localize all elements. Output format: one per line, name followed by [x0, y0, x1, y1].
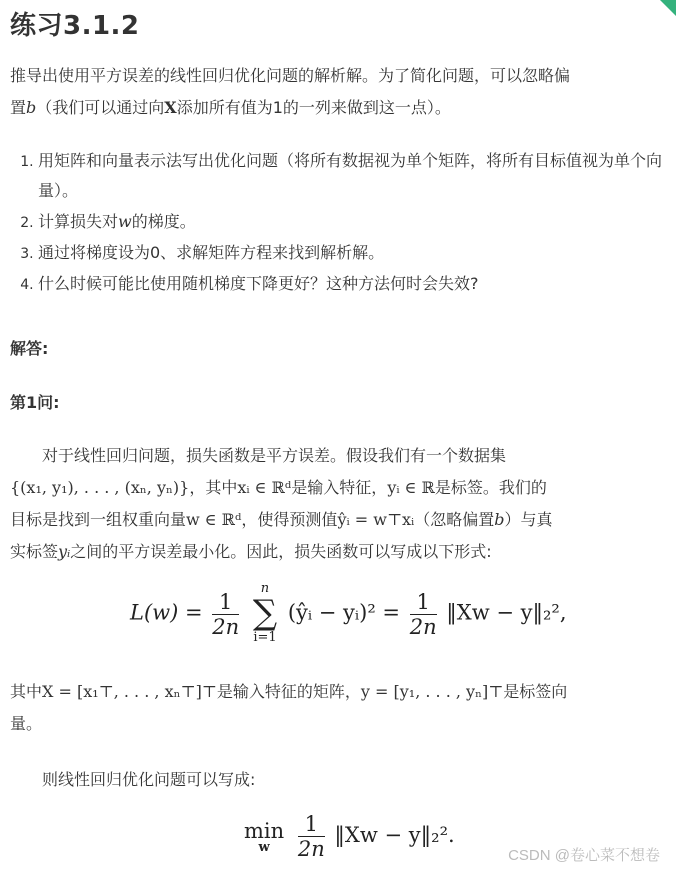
body-paragraph-2 [10, 676, 670, 740]
body1-l4a: 实标签 [10, 542, 59, 561]
intro-suffix: 添加所有值为1的一列来做到这一点）。 [176, 98, 451, 117]
intro-var-X: X [164, 98, 177, 117]
body1-yi2: yᵢ [58, 542, 71, 561]
task-item-1 [38, 146, 670, 206]
body1-l4b: 之间的平方误差最小化。因此，损失函数可以写成以下形式: [70, 542, 492, 561]
body1-xi: xᵢ ∈ ℝᵈ [237, 478, 292, 497]
intro-paragraph [10, 60, 670, 124]
body1-l3c: （忽略偏置 [414, 510, 495, 529]
task-1-text: 用矩阵和向量表示法写出优化问题（将所有数据视为单个矩阵，将所有目标值视为单个向量）。 [38, 151, 663, 200]
task-2-var: w [118, 212, 132, 231]
min-sub: w [258, 839, 270, 855]
intro-mid: （我们可以通过向 [36, 98, 165, 117]
body1-l3d: ）与真 [504, 510, 553, 529]
sum-sigma: ∑ [252, 593, 278, 633]
body2-b: 是输入特征的矩阵， [216, 682, 361, 701]
task-list [10, 146, 670, 300]
body2-d: 量。 [10, 714, 43, 733]
intro-line1: 推导出使用平方误差的线性回归优化问题的解析解。为了简化问题，可以忽略偏 [10, 66, 571, 85]
corner-ribbon [660, 0, 676, 16]
loss-frac2-den: 2n [409, 614, 437, 639]
body2-c: 是标签向 [503, 682, 568, 701]
intro-var-b: b [26, 98, 37, 117]
loss-frac-num: 1 [212, 590, 239, 615]
body1-l3a: 目标是找到一组权重向量 [10, 510, 187, 529]
body2-X-def: X = [x₁⊤, . . . , xₙ⊤]⊤ [42, 682, 217, 701]
page-title: 练习3.1.2 [10, 11, 140, 41]
body1-l3b: ，使得预测值 [241, 510, 338, 529]
body-paragraph-1 [10, 440, 670, 568]
task-2-suffix: 的梯度。 [131, 212, 196, 231]
loss-lhs: L(w) = [130, 600, 203, 625]
body-paragraph-3: 则线性回归优化问题可以写成: [42, 770, 256, 789]
min-operator [244, 820, 284, 854]
sum-lower: i=1 [253, 630, 277, 645]
part1-label: 第1问: [10, 393, 60, 412]
loss-frac2-num: 1 [410, 590, 437, 615]
body1-dataset: {(x₁, y₁), . . . , (xₙ, yₙ)} [10, 478, 190, 497]
task-2-prefix: 计算损失对 [38, 212, 119, 231]
body2-a: 其中 [10, 682, 43, 701]
body1-line1: 对于线性回归问题，损失函数是平方误差。假设我们有一个数据集 [42, 446, 507, 465]
loss-fraction [212, 590, 239, 639]
body1-b: b [494, 510, 505, 529]
loss-fraction-2 [410, 590, 437, 639]
intro-prefix: 置 [10, 98, 27, 117]
body1-l2c: 是标签。我们的 [434, 478, 547, 497]
objective-frac-den: 2n [297, 837, 325, 861]
task-item-3 [38, 238, 670, 268]
min-op: min [244, 818, 285, 843]
loss-term: (ŷᵢ − yᵢ)² = [287, 600, 401, 625]
task-item-4 [38, 269, 670, 299]
body1-l2a: ，其中 [189, 478, 238, 497]
loss-frac-den: 2n [212, 614, 240, 639]
body1-yi: yᵢ ∈ ℝ [387, 478, 435, 497]
body1-w: w ∈ ℝᵈ [186, 510, 242, 529]
task-item-2 [38, 207, 670, 237]
task-4-text: 什么时候可能比使用随机梯度下降更好？这种方法何时会失效? [38, 274, 479, 293]
objective-formula [244, 812, 455, 861]
csdn-watermark: CSDN @卷心菜不想卷 [508, 847, 660, 864]
loss-norm: ‖Xw − y‖₂², [446, 600, 567, 625]
body1-l2b: 是输入特征， [291, 478, 388, 497]
task-3-text: 通过将梯度设为0、求解矩阵方程来找到解析解。 [38, 243, 385, 262]
body1-yhat: ŷᵢ = w⊤xᵢ [337, 510, 415, 529]
objective-norm: ‖Xw − y‖₂². [334, 823, 455, 847]
body2-y-def: y = [y₁, . . . , yₙ]⊤ [360, 682, 504, 701]
answer-label: 解答: [10, 339, 49, 358]
objective-frac-num: 1 [298, 812, 325, 837]
objective-fraction [298, 812, 325, 861]
sum-upper: n [260, 581, 270, 596]
sum-operator [253, 582, 277, 646]
loss-formula [130, 582, 567, 646]
